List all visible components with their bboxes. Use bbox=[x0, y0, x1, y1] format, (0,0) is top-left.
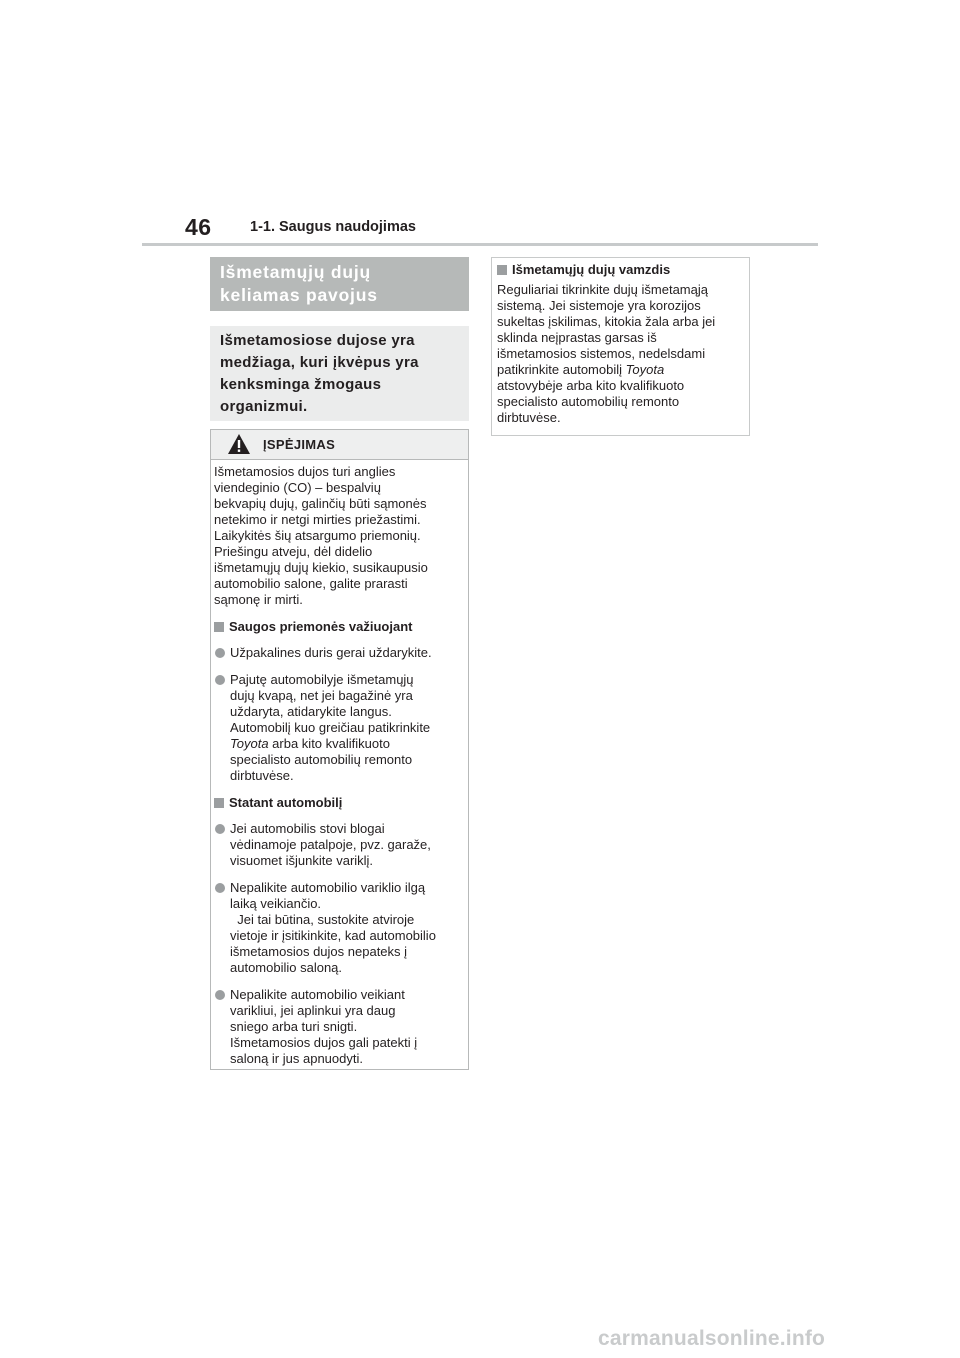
exhaust-pipe-heading: Išmetamųjų dujų vamzdis bbox=[497, 262, 743, 278]
body-line: išmetamosios sistemos, nedelsdami bbox=[497, 346, 706, 361]
brand-name: Toyota bbox=[625, 362, 665, 377]
warning-intro-line: išmetamųjų dujų kiekio, susikaupusio bbox=[214, 560, 428, 575]
topic-title-line: Išmetamųjų dujų bbox=[220, 262, 372, 282]
header-divider bbox=[142, 243, 818, 246]
brand-name: Toyota bbox=[230, 736, 269, 751]
page-number: 46 bbox=[185, 214, 212, 240]
body-line: dirbtuvėse. bbox=[497, 410, 561, 425]
summary-line: kenksminga žmogaus bbox=[220, 376, 382, 393]
summary-line: medžiaga, kuri įkvėpus yra bbox=[220, 354, 419, 371]
body-line: sklinda neįprastas garsas iš bbox=[497, 330, 657, 345]
section-title: 1-1. Saugus naudojimas bbox=[250, 219, 416, 235]
square-bullet-icon bbox=[214, 622, 224, 632]
topic-title-box bbox=[210, 257, 469, 311]
exhaust-pipe-box bbox=[491, 257, 750, 436]
warning-title: ĮSPĖJIMAS bbox=[263, 437, 336, 452]
warning-intro-line: automobilio salone, galite prarasti bbox=[214, 576, 408, 591]
warning-intro-line: viendeginio (CO) – bespalvių bbox=[214, 480, 381, 495]
warning-body bbox=[211, 460, 468, 1067]
warning-intro-line: Priešingu atveju, dėl didelio bbox=[214, 544, 373, 559]
body-line: sistemą. Jei sistemoje yra korozijos bbox=[497, 298, 701, 313]
body-line: specialisto automobilių remonto bbox=[497, 394, 680, 409]
body-line: patikrinkite automobilį Toyota bbox=[497, 362, 665, 377]
warning-intro-line: Laikykitės šių atsargumo priemonių. bbox=[214, 528, 421, 543]
body-line: sukeltas įskilimas, kitokia žala arba jei bbox=[497, 314, 716, 329]
parking-section-heading: Statant automobilį bbox=[214, 795, 460, 811]
square-bullet-icon bbox=[497, 265, 507, 275]
warning-intro-line: sąmonę ir mirti. bbox=[214, 592, 303, 607]
square-bullet-icon bbox=[214, 798, 224, 808]
warning-intro-line: netekimo ir netgi mirties priežastimi. bbox=[214, 512, 421, 527]
summary-line: Išmetamosiose dujose yra bbox=[220, 332, 415, 349]
warning-triangle-icon bbox=[227, 433, 251, 460]
bullet-item: Jei automobilis stovi blogai vėdinamoje patalpoje, pvz. garaže, visuomet išjunkite variklį. bbox=[214, 821, 460, 869]
warning-intro-line: bekvapių dujų, galinčių būti sąmonės bbox=[214, 496, 427, 511]
body-line: Reguliariai tikrinkite dujų išmetamąją bbox=[497, 282, 708, 297]
bullet-item: Nepalikite automobilio veikiant varikliui, jei aplinkui yra daug sniego arba turi snigti. Išmetamosios dujos gali patekti į saloną ir jus apnuodyti. bbox=[214, 987, 460, 1067]
topic-title-line: keliamas pavojus bbox=[220, 285, 378, 305]
circle-bullet-icon bbox=[215, 675, 225, 685]
watermark: carmanualsonline.info bbox=[598, 1327, 826, 1350]
warning-intro-line: Išmetamosios dujos turi anglies bbox=[214, 464, 396, 479]
bullet-item: Užpakalines duris gerai uždarykite. bbox=[214, 645, 460, 661]
circle-bullet-icon bbox=[215, 648, 225, 658]
driving-section-heading: Saugos priemonės važiuojant bbox=[214, 619, 460, 635]
body-line: atstovybėje arba kito kvalifikuoto bbox=[497, 378, 685, 393]
warning-box bbox=[210, 429, 469, 1070]
summary-box bbox=[210, 326, 469, 421]
warning-header bbox=[211, 430, 468, 460]
circle-bullet-icon bbox=[215, 824, 225, 834]
summary-line: organizmui. bbox=[220, 398, 308, 415]
circle-bullet-icon bbox=[215, 883, 225, 893]
bullet-item: Nepalikite automobilio variklio ilgą laiką veikiančio. Jei tai būtina, sustokite atviroje vietoje ir įsitikinkite, kad automobilio išmetamosios dujos nepateks į automobilio saloną. bbox=[214, 880, 460, 976]
bullet-item: Pajutę automobilyje išmetamųjų dujų kvapą, net jei bagažinė yra uždaryta, atidarykite langus. Automobilį kuo greičiau patikrinkite Toyota arba kito kvalifikuoto specialisto automobilių remonto dirbtuvėse. bbox=[214, 672, 460, 784]
circle-bullet-icon bbox=[215, 990, 225, 1000]
